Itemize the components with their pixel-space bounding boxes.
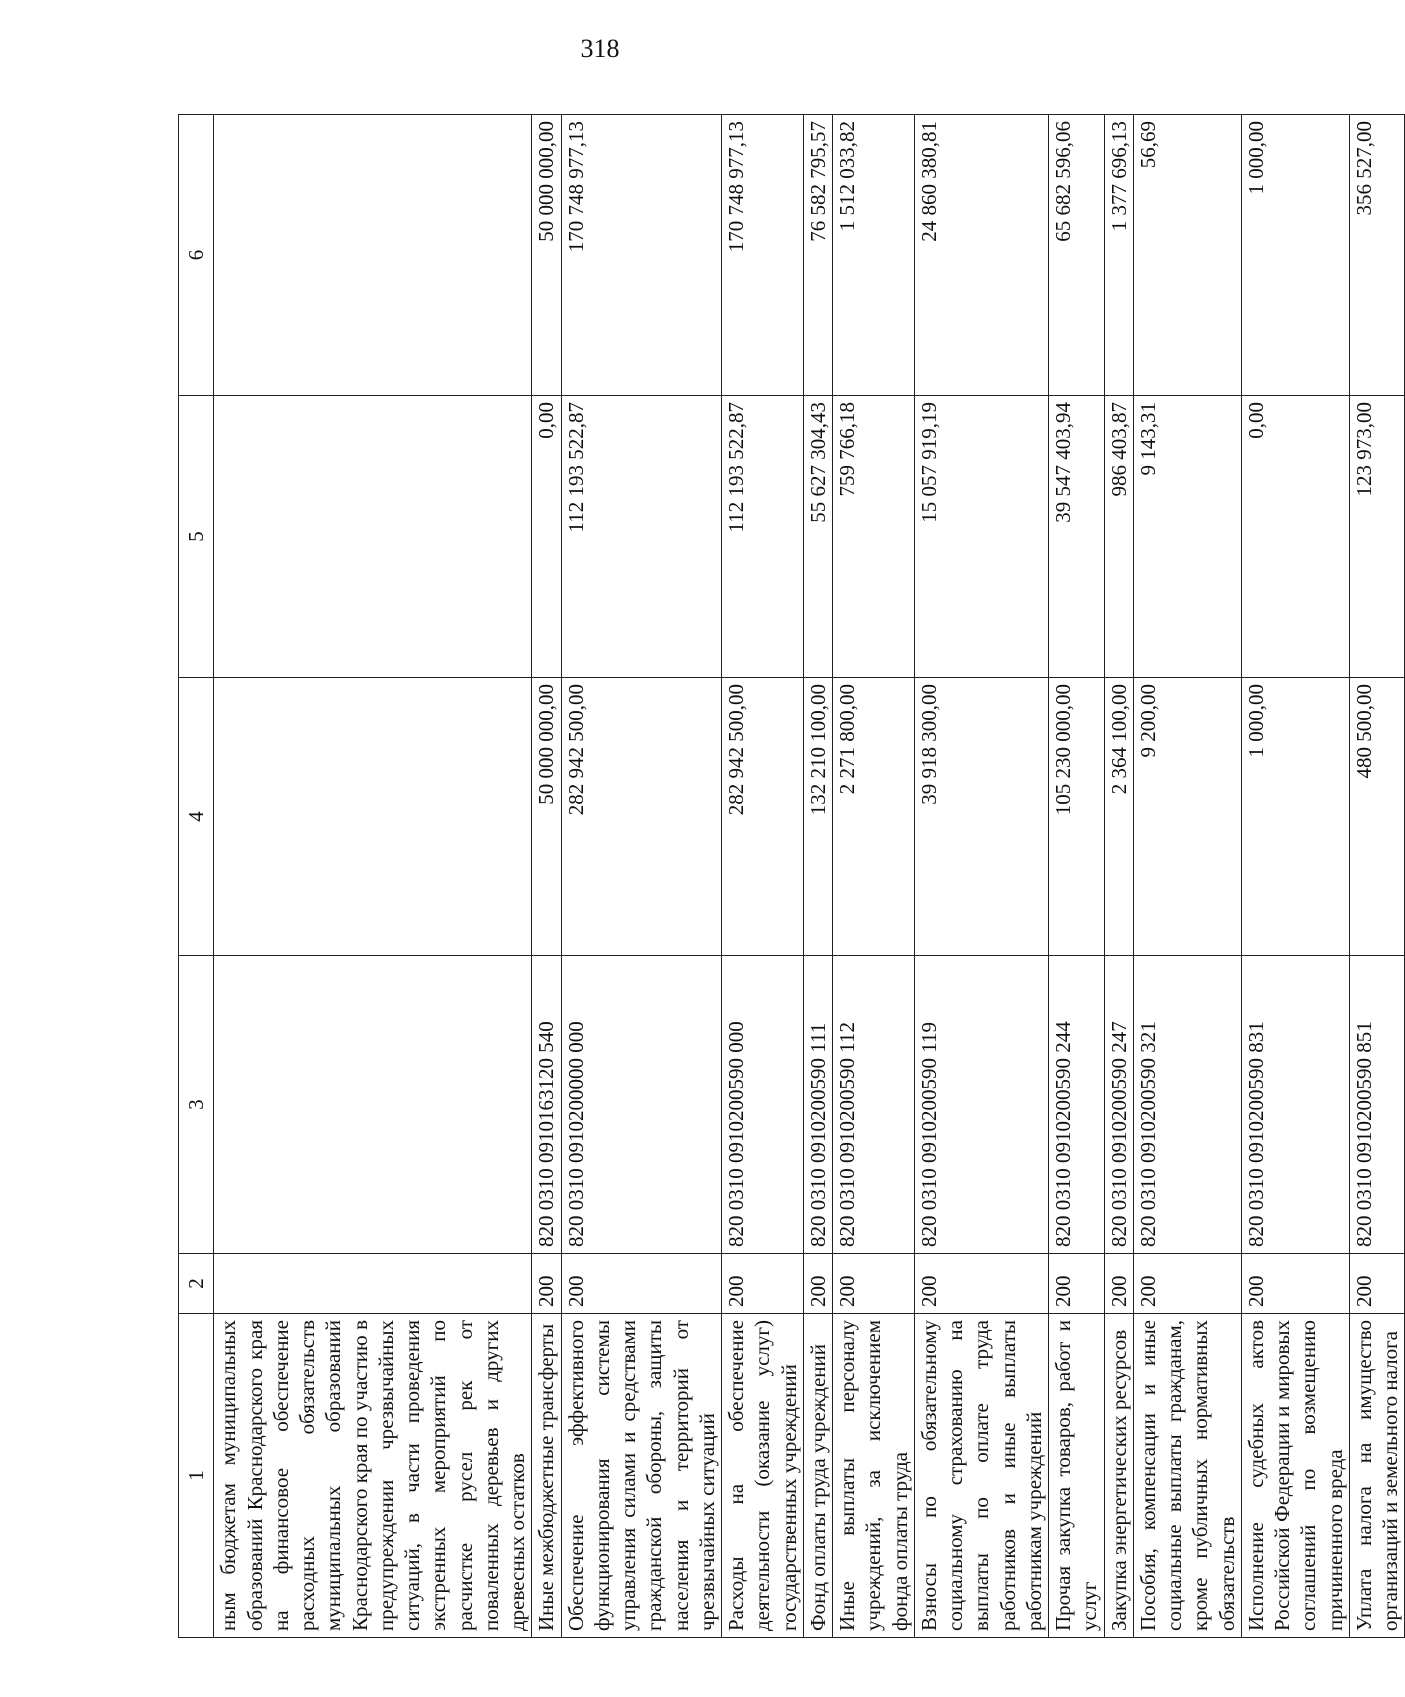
cell-value-4 <box>214 678 532 956</box>
table-row <box>1049 115 1105 1638</box>
table-row <box>1133 115 1241 1638</box>
cell-classifier: 820 0310 0910200590 321 <box>1133 956 1241 1254</box>
cell-name: Закупка энергетических ресурсов <box>1104 1314 1133 1638</box>
column-header: 4 <box>179 678 214 956</box>
cell-value-5: 39 547 403,94 <box>1049 396 1105 678</box>
cell-name: ным бюджетам муниципальных образований Краснодарского края на финансовое обеспечение расходных обязательств муниципальных образований Краснодарского края по участию в предупреждении чрезвычайных ситуаций, в части проведения экстренных мероприятий по расчистке русел рек от поваленных деревьев и других древесных остатков <box>214 1314 532 1638</box>
cell-value-4: 282 942 500,00 <box>722 678 804 956</box>
cell-name: Обеспечение эффективного функционирования системы управления силами и средствами гражданской обороны, защиты населения и территорий от чрезвычайных ситуаций <box>561 1314 722 1638</box>
table-row <box>561 115 722 1638</box>
table-row <box>914 115 1048 1638</box>
cell-value-4: 2 271 800,00 <box>833 678 915 956</box>
cell-name: Иные выплаты персоналу учреждений, за исключением фонда оплаты труда <box>833 1314 915 1638</box>
cell-classifier: 820 0310 0910200000 000 <box>561 956 722 1254</box>
table-row <box>214 115 532 1638</box>
cell-value-4: 50 000 000,00 <box>532 678 561 956</box>
cell-classifier: 820 0310 0910200590 000 <box>722 956 804 1254</box>
cell-classifier: 820 0310 0910200590 111 <box>803 956 832 1254</box>
cell-code: 200 <box>1104 1254 1133 1314</box>
table-header-row <box>179 115 214 1638</box>
cell-value-4: 132 210 100,00 <box>803 678 832 956</box>
cell-value-5: 15 057 919,19 <box>914 396 1048 678</box>
page-number: 318 <box>580 34 620 63</box>
cell-value-6: 56,69 <box>1133 115 1241 396</box>
cell-code: 200 <box>1241 1254 1349 1314</box>
cell-value-4: 480 500,00 <box>1349 678 1405 956</box>
table-row <box>722 115 804 1638</box>
cell-value-6: 170 748 977,13 <box>722 115 804 396</box>
cell-value-5: 123 973,00 <box>1349 396 1405 678</box>
cell-value-6: 24 860 380,81 <box>914 115 1048 396</box>
cell-code: 200 <box>1349 1254 1405 1314</box>
column-header: 1 <box>179 1314 214 1638</box>
cell-value-6: 356 527,00 <box>1349 115 1405 396</box>
cell-classifier: 820 0310 0910200590 851 <box>1349 956 1405 1254</box>
cell-value-6: 1 377 696,13 <box>1104 115 1133 396</box>
cell-value-4: 9 200,00 <box>1133 678 1241 956</box>
cell-name: Фонд оплаты труда учреждений <box>803 1314 832 1638</box>
cell-name: Уплата налога на имущество организаций и земельного налога <box>1349 1314 1405 1638</box>
table-row <box>833 115 915 1638</box>
budget-table <box>178 114 1405 1638</box>
cell-value-6: 76 582 795,57 <box>803 115 832 396</box>
cell-value-4: 1 000,00 <box>1241 678 1349 956</box>
table-row <box>532 115 561 1638</box>
cell-value-5: 112 193 522,87 <box>561 396 722 678</box>
cell-code: 200 <box>833 1254 915 1314</box>
cell-name: Иные межбюджетные трансферты <box>532 1314 561 1638</box>
table-row <box>1104 115 1133 1638</box>
cell-classifier <box>214 956 532 1254</box>
cell-code: 200 <box>803 1254 832 1314</box>
cell-classifier: 820 0310 0910200590 247 <box>1104 956 1133 1254</box>
column-header: 5 <box>179 396 214 678</box>
cell-classifier: 820 0310 0910163120 540 <box>532 956 561 1254</box>
cell-name: Прочая закупка товаров, работ и услуг <box>1049 1314 1105 1638</box>
cell-name: Взносы по обязательному социальному страхованию на выплаты по оплате труда работников и иные выплаты работникам учреждений <box>914 1314 1048 1638</box>
cell-value-5: 112 193 522,87 <box>722 396 804 678</box>
cell-classifier: 820 0310 0910200590 112 <box>833 956 915 1254</box>
cell-value-5: 0,00 <box>1241 396 1349 678</box>
cell-value-5: 986 403,87 <box>1104 396 1133 678</box>
cell-value-6: 50 000 000,00 <box>532 115 561 396</box>
table-row <box>803 115 832 1638</box>
cell-value-5: 759 766,18 <box>833 396 915 678</box>
cell-name: Исполнение судебных актов Российской Федерации и мировых соглашений по возмещению причиненного вреда <box>1241 1314 1349 1638</box>
cell-value-6 <box>214 115 532 396</box>
cell-value-4: 105 230 000,00 <box>1049 678 1105 956</box>
cell-value-6: 1 512 033,82 <box>833 115 915 396</box>
table-row <box>1349 115 1405 1638</box>
cell-name: Пособия, компенсации и иные социальные выплаты гражданам, кроме публичных нормативных обязательств <box>1133 1314 1241 1638</box>
rotated-table-wrapper <box>178 115 1402 1638</box>
cell-code: 200 <box>561 1254 722 1314</box>
table-row <box>1241 115 1349 1638</box>
cell-value-5 <box>214 396 532 678</box>
cell-value-6: 1 000,00 <box>1241 115 1349 396</box>
cell-value-4: 2 364 100,00 <box>1104 678 1133 956</box>
column-header: 6 <box>179 115 214 396</box>
cell-value-5: 9 143,31 <box>1133 396 1241 678</box>
cell-code: 200 <box>1133 1254 1241 1314</box>
cell-value-5: 55 627 304,43 <box>803 396 832 678</box>
cell-classifier: 820 0310 0910200590 831 <box>1241 956 1349 1254</box>
cell-code: 200 <box>532 1254 561 1314</box>
cell-code: 200 <box>722 1254 804 1314</box>
cell-value-5: 0,00 <box>532 396 561 678</box>
cell-classifier: 820 0310 0910200590 244 <box>1049 956 1105 1254</box>
cell-code: 200 <box>914 1254 1048 1314</box>
column-header: 2 <box>179 1254 214 1314</box>
cell-value-4: 39 918 300,00 <box>914 678 1048 956</box>
cell-name: Расходы на обеспечение деятельности (оказание услуг) государственных учреждений <box>722 1314 804 1638</box>
cell-code <box>214 1254 532 1314</box>
cell-value-6: 170 748 977,13 <box>561 115 722 396</box>
cell-code: 200 <box>1049 1254 1105 1314</box>
cell-value-4: 282 942 500,00 <box>561 678 722 956</box>
cell-classifier: 820 0310 0910200590 119 <box>914 956 1048 1254</box>
column-header: 3 <box>179 956 214 1254</box>
rotated-table-inner <box>178 115 1402 1638</box>
cell-value-6: 65 682 596,06 <box>1049 115 1105 396</box>
